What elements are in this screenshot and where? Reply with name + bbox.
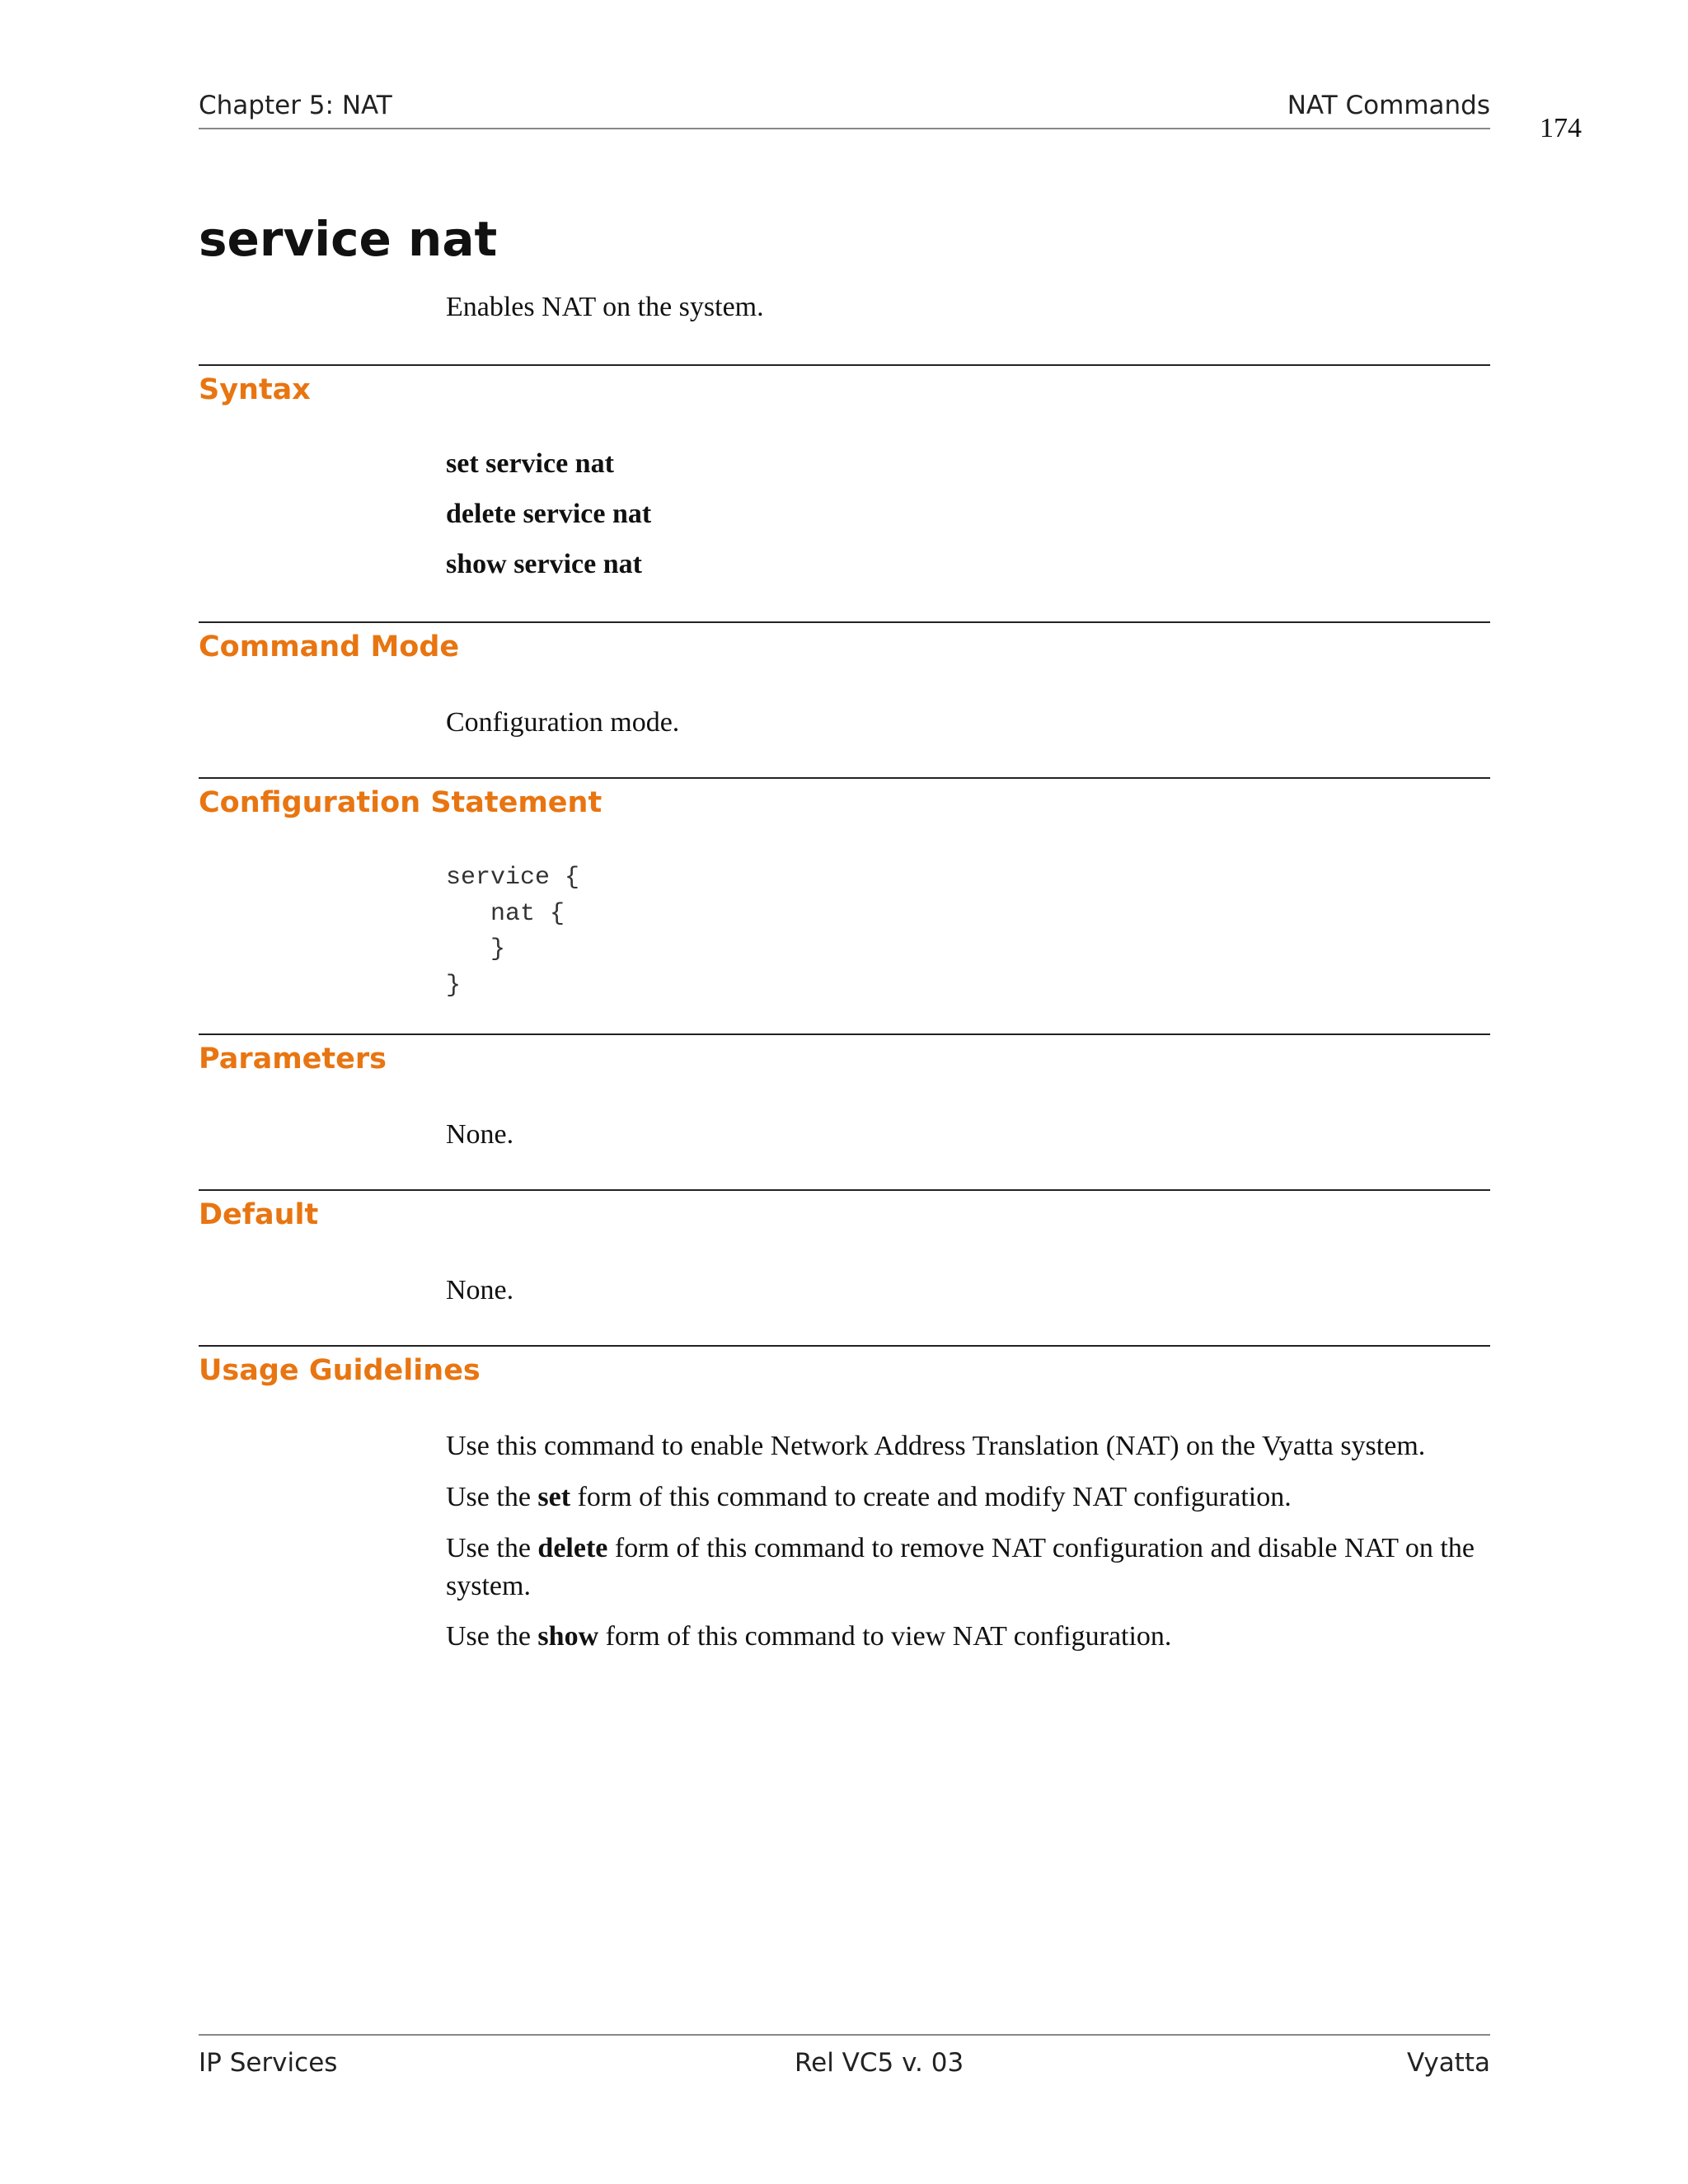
usage-keyword-show: show	[537, 1621, 599, 1652]
section-divider	[199, 1189, 1490, 1191]
usage-line-enable: Use this command to enable Network Address Translation (NAT) on the Vyatta system.	[446, 1431, 1426, 1461]
syntax-heading: Syntax	[199, 373, 311, 406]
syntax-set: set service nat	[446, 448, 614, 479]
default-text: None.	[446, 1275, 514, 1305]
configuration-statement-heading: Configuration Statement	[199, 786, 603, 819]
footer-left: IP Services	[199, 2048, 338, 2078]
footer-right: Vyatta	[1406, 2048, 1490, 2078]
usage-guidelines-heading: Usage Guidelines	[199, 1354, 481, 1387]
section-divider	[199, 1345, 1490, 1347]
usage-line-show: Use the show form of this command to view NAT configuration.	[446, 1621, 1172, 1652]
command-mode-heading: Command Mode	[199, 630, 460, 663]
command-title: service nat	[199, 211, 498, 267]
command-description: Enables NAT on the system.	[446, 292, 764, 322]
page-number: 174	[1540, 113, 1582, 143]
syntax-delete: delete service nat	[446, 499, 652, 529]
section-divider	[199, 621, 1490, 623]
usage-keyword-set: set	[537, 1482, 571, 1512]
configuration-code-block: service { nat { } }	[446, 864, 580, 1000]
section-divider	[199, 364, 1490, 366]
header-chapter: Chapter 5: NAT	[199, 91, 392, 120]
parameters-heading: Parameters	[199, 1043, 387, 1076]
usage-keyword-delete: delete	[537, 1533, 608, 1563]
footer-divider	[199, 2034, 1490, 2036]
section-divider	[199, 1033, 1490, 1035]
footer-center: Rel VC5 v. 03	[795, 2048, 964, 2078]
section-divider	[199, 777, 1490, 779]
parameters-text: None.	[446, 1119, 514, 1150]
syntax-show: show service nat	[446, 549, 642, 579]
default-heading: Default	[199, 1198, 319, 1231]
header-section: NAT Commands	[1287, 91, 1490, 120]
usage-line-delete: Use the delete form of this command to remove NAT configuration and disable NAT on the system.	[446, 1533, 1475, 1601]
usage-line-set: Use the set form of this command to create and modify NAT configuration.	[446, 1482, 1292, 1512]
command-mode-text: Configuration mode.	[446, 707, 680, 738]
header-divider	[199, 128, 1490, 129]
